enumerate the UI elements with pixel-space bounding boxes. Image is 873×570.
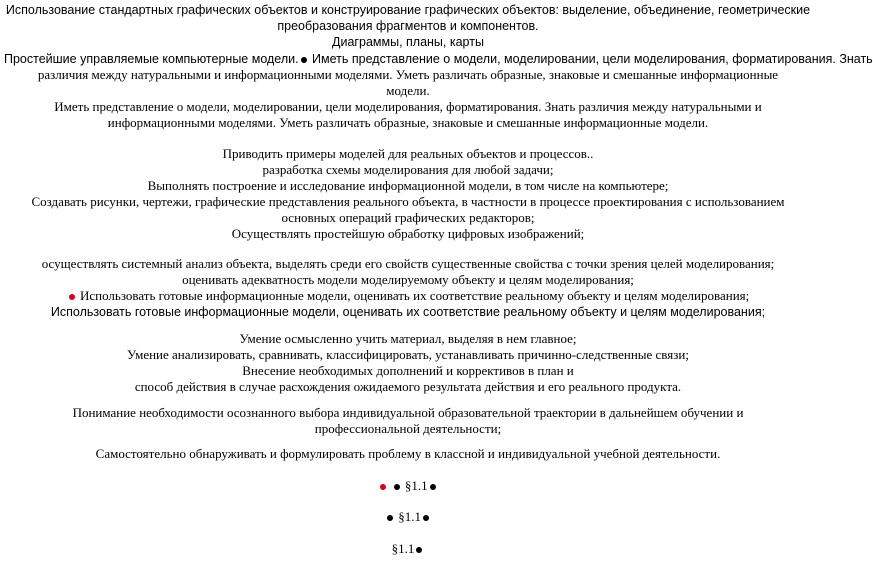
- paragraph-line: профессиональной деятельности;: [314, 421, 502, 436]
- paragraph-line: способ действия в случае расхождения ожидаемого результата действия и его реального продукта.: [134, 379, 682, 394]
- paragraph-line: Внесение необходимых дополнений и коррективов в план и: [242, 363, 574, 378]
- paragraph-line: [0, 288, 816, 304]
- bullet-icon: [430, 484, 436, 490]
- section-ref-line: [0, 541, 816, 557]
- paragraph-line: модели.: [386, 83, 430, 98]
- bullet-icon: [423, 515, 429, 521]
- section-ref-row: [0, 478, 816, 494]
- paragraph-skills: [0, 146, 816, 242]
- paragraph-line: Приводить примеры моделей для реальных объектов и процессов..: [222, 146, 594, 161]
- paragraph-line: Самостоятельно обнаруживать и формулировать проблему в классной и индивидуальной учебной деятельности.: [95, 446, 721, 461]
- paragraph-analysis: [0, 256, 816, 320]
- paragraph-problem: [0, 446, 816, 462]
- paragraph-line: Выполнять построение и исследование информационной модели, в том числе на компьютере;: [147, 178, 669, 193]
- paragraph-text: Иметь представление о модели, моделировании, цели моделирования, форматирования. Знать: [308, 52, 873, 66]
- paragraph-line: разработка схемы моделирования для любой задачи;: [262, 162, 554, 177]
- paragraph-line: Иметь представление о модели, моделировании, цели моделирования, форматирования. Знать различия между натуральными и: [54, 99, 762, 114]
- paragraph-models: [0, 51, 873, 99]
- section-ref-line: [0, 509, 816, 525]
- paragraph-line: Понимание необходимости осознанного выбора индивидуальной образовательной траектории в дальнейшем обучении и: [72, 405, 744, 420]
- section-ref-row: [0, 509, 816, 525]
- header-subtitle: Диаграммы, планы, карты: [332, 35, 484, 49]
- header-line: Использование стандартных графических объектов и конструирование графических объектов: выделение, объединение, геометрические: [5, 3, 811, 17]
- paragraph-line: Умение осмысленно учить материал, выделяя в нем главное;: [239, 331, 577, 346]
- bullet-icon: [301, 57, 307, 63]
- paragraph-line: Создавать рисунки, чертежи, графические представления реального объекта, в частности в процессе проектирования с использованием: [31, 194, 785, 209]
- paragraph-line: оценивать адекватность модели моделируемому объекту и целям моделирования;: [182, 272, 634, 287]
- paragraph-line: Умение анализировать, сравнивать, классифицировать, устанавливать причинно-следственные связи;: [127, 347, 689, 362]
- paragraph-line: осуществлять системный анализ объекта, выделять среди его свойств существенные свойства с точки зрения целей моделирования;: [41, 256, 775, 271]
- paragraph-line: Использовать готовые информационные модели, оценивать их соответствие реальному объекту и целям моделирования;: [50, 305, 766, 319]
- paragraph-text: Использовать готовые информационные модели, оценивать их соответствие реальному объекту и целям моделирования;: [79, 288, 750, 303]
- paragraph-learning: [0, 331, 816, 395]
- bullet-icon: [416, 547, 422, 553]
- paragraph-line: основных операций графических редакторов;: [281, 210, 535, 225]
- paragraph-lead: Простейшие управляемые компьютерные модели.: [4, 52, 299, 66]
- section-ref: §1.1: [398, 509, 421, 524]
- bullet-icon: [394, 484, 400, 490]
- paragraph-representation: [0, 99, 816, 131]
- paragraph-trajectory: [0, 405, 816, 437]
- red-bullet-icon: [380, 484, 386, 490]
- paragraph-line: различия между натуральными и информационными моделями. Уметь различать образные, знаковые и смешанные информационные: [37, 67, 779, 82]
- section-ref-line: [0, 478, 816, 494]
- section-ref-row: [0, 541, 816, 557]
- header-line: преобразования фрагментов и компонентов.: [277, 19, 539, 33]
- paragraph-line: [0, 51, 873, 67]
- red-bullet-icon: [69, 294, 75, 300]
- bullet-icon: [387, 515, 393, 521]
- header-block: [0, 2, 816, 50]
- section-ref: §1.1: [404, 478, 428, 493]
- paragraph-line: Осуществлять простейшую обработку цифровых изображений;: [231, 226, 585, 241]
- paragraph-line: информационными моделями. Уметь различать образные, знаковые и смешанные информационные модели.: [107, 115, 709, 130]
- section-ref: §1.1: [391, 541, 415, 556]
